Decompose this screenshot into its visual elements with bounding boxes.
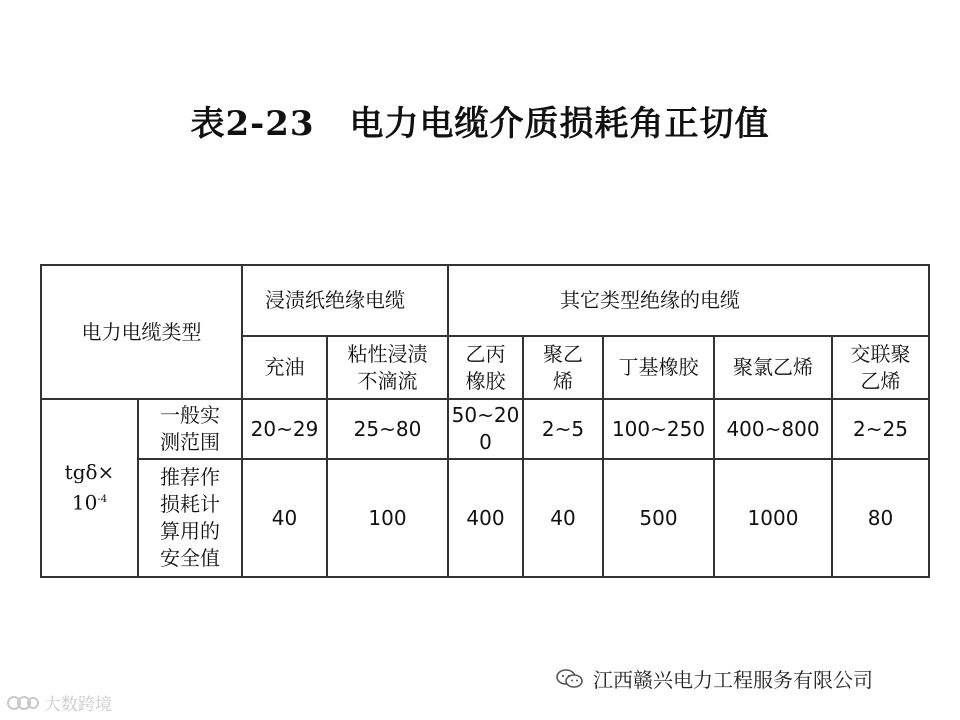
table-cell: 2~25 [832,399,929,459]
col-header: 丁基橡胶 [603,336,714,399]
table-cell: 1000 [714,459,832,577]
table-cell: 100 [327,459,448,577]
logo-icon [6,694,40,712]
col-header-text: 充油 [264,355,305,379]
watermark [6,690,112,715]
table-cell: 400 [448,459,523,577]
table-cell: 100~250 [603,399,714,459]
table-cell: 40 [242,459,327,577]
row-label: 一般实 测范围 [138,399,242,459]
account-footer [555,664,873,693]
row-label: 推荐作 损耗计 算用的 安全值 [138,459,242,577]
table-cell: 2~5 [523,399,603,459]
table-cell: 400~800 [714,399,832,459]
watermark-text: 大数跨境 [44,695,112,715]
col-header: 交联聚 乙烯 [832,336,929,399]
cable-type-header: 电力电缆类型 [41,265,242,399]
account-name: 江西赣兴电力工程服务有限公司 [593,668,873,692]
dielectric-loss-table [40,264,930,578]
table-cell: 25~80 [327,399,448,459]
group-header-other: 其它类型绝缘的电缆 [448,265,929,336]
table-cell: 80 [832,459,929,577]
group-header-paper: 浸渍纸绝缘电缆 [242,265,448,336]
tg-delta-text: tgδ× [64,460,115,485]
table-cell: 20~29 [242,399,327,459]
table-cell: 40 [523,459,603,577]
table-cell: 500 [603,459,714,577]
col-header [242,336,327,399]
wechat-icon [555,668,585,690]
col-header: 乙丙 橡胶 [448,336,523,399]
col-header: 聚氯乙烯 [714,336,832,399]
col-header: 聚乙 烯 [523,336,603,399]
tg-delta-unit: $10^{-4}$ [71,490,108,515]
tg-delta-label [41,399,138,577]
col-header: 粘性浸渍 不滴流 [327,336,448,399]
table-cell: 50~20 0 [448,399,523,459]
page-title: 表2-23 电力电缆介质损耗角正切值 [190,104,770,144]
